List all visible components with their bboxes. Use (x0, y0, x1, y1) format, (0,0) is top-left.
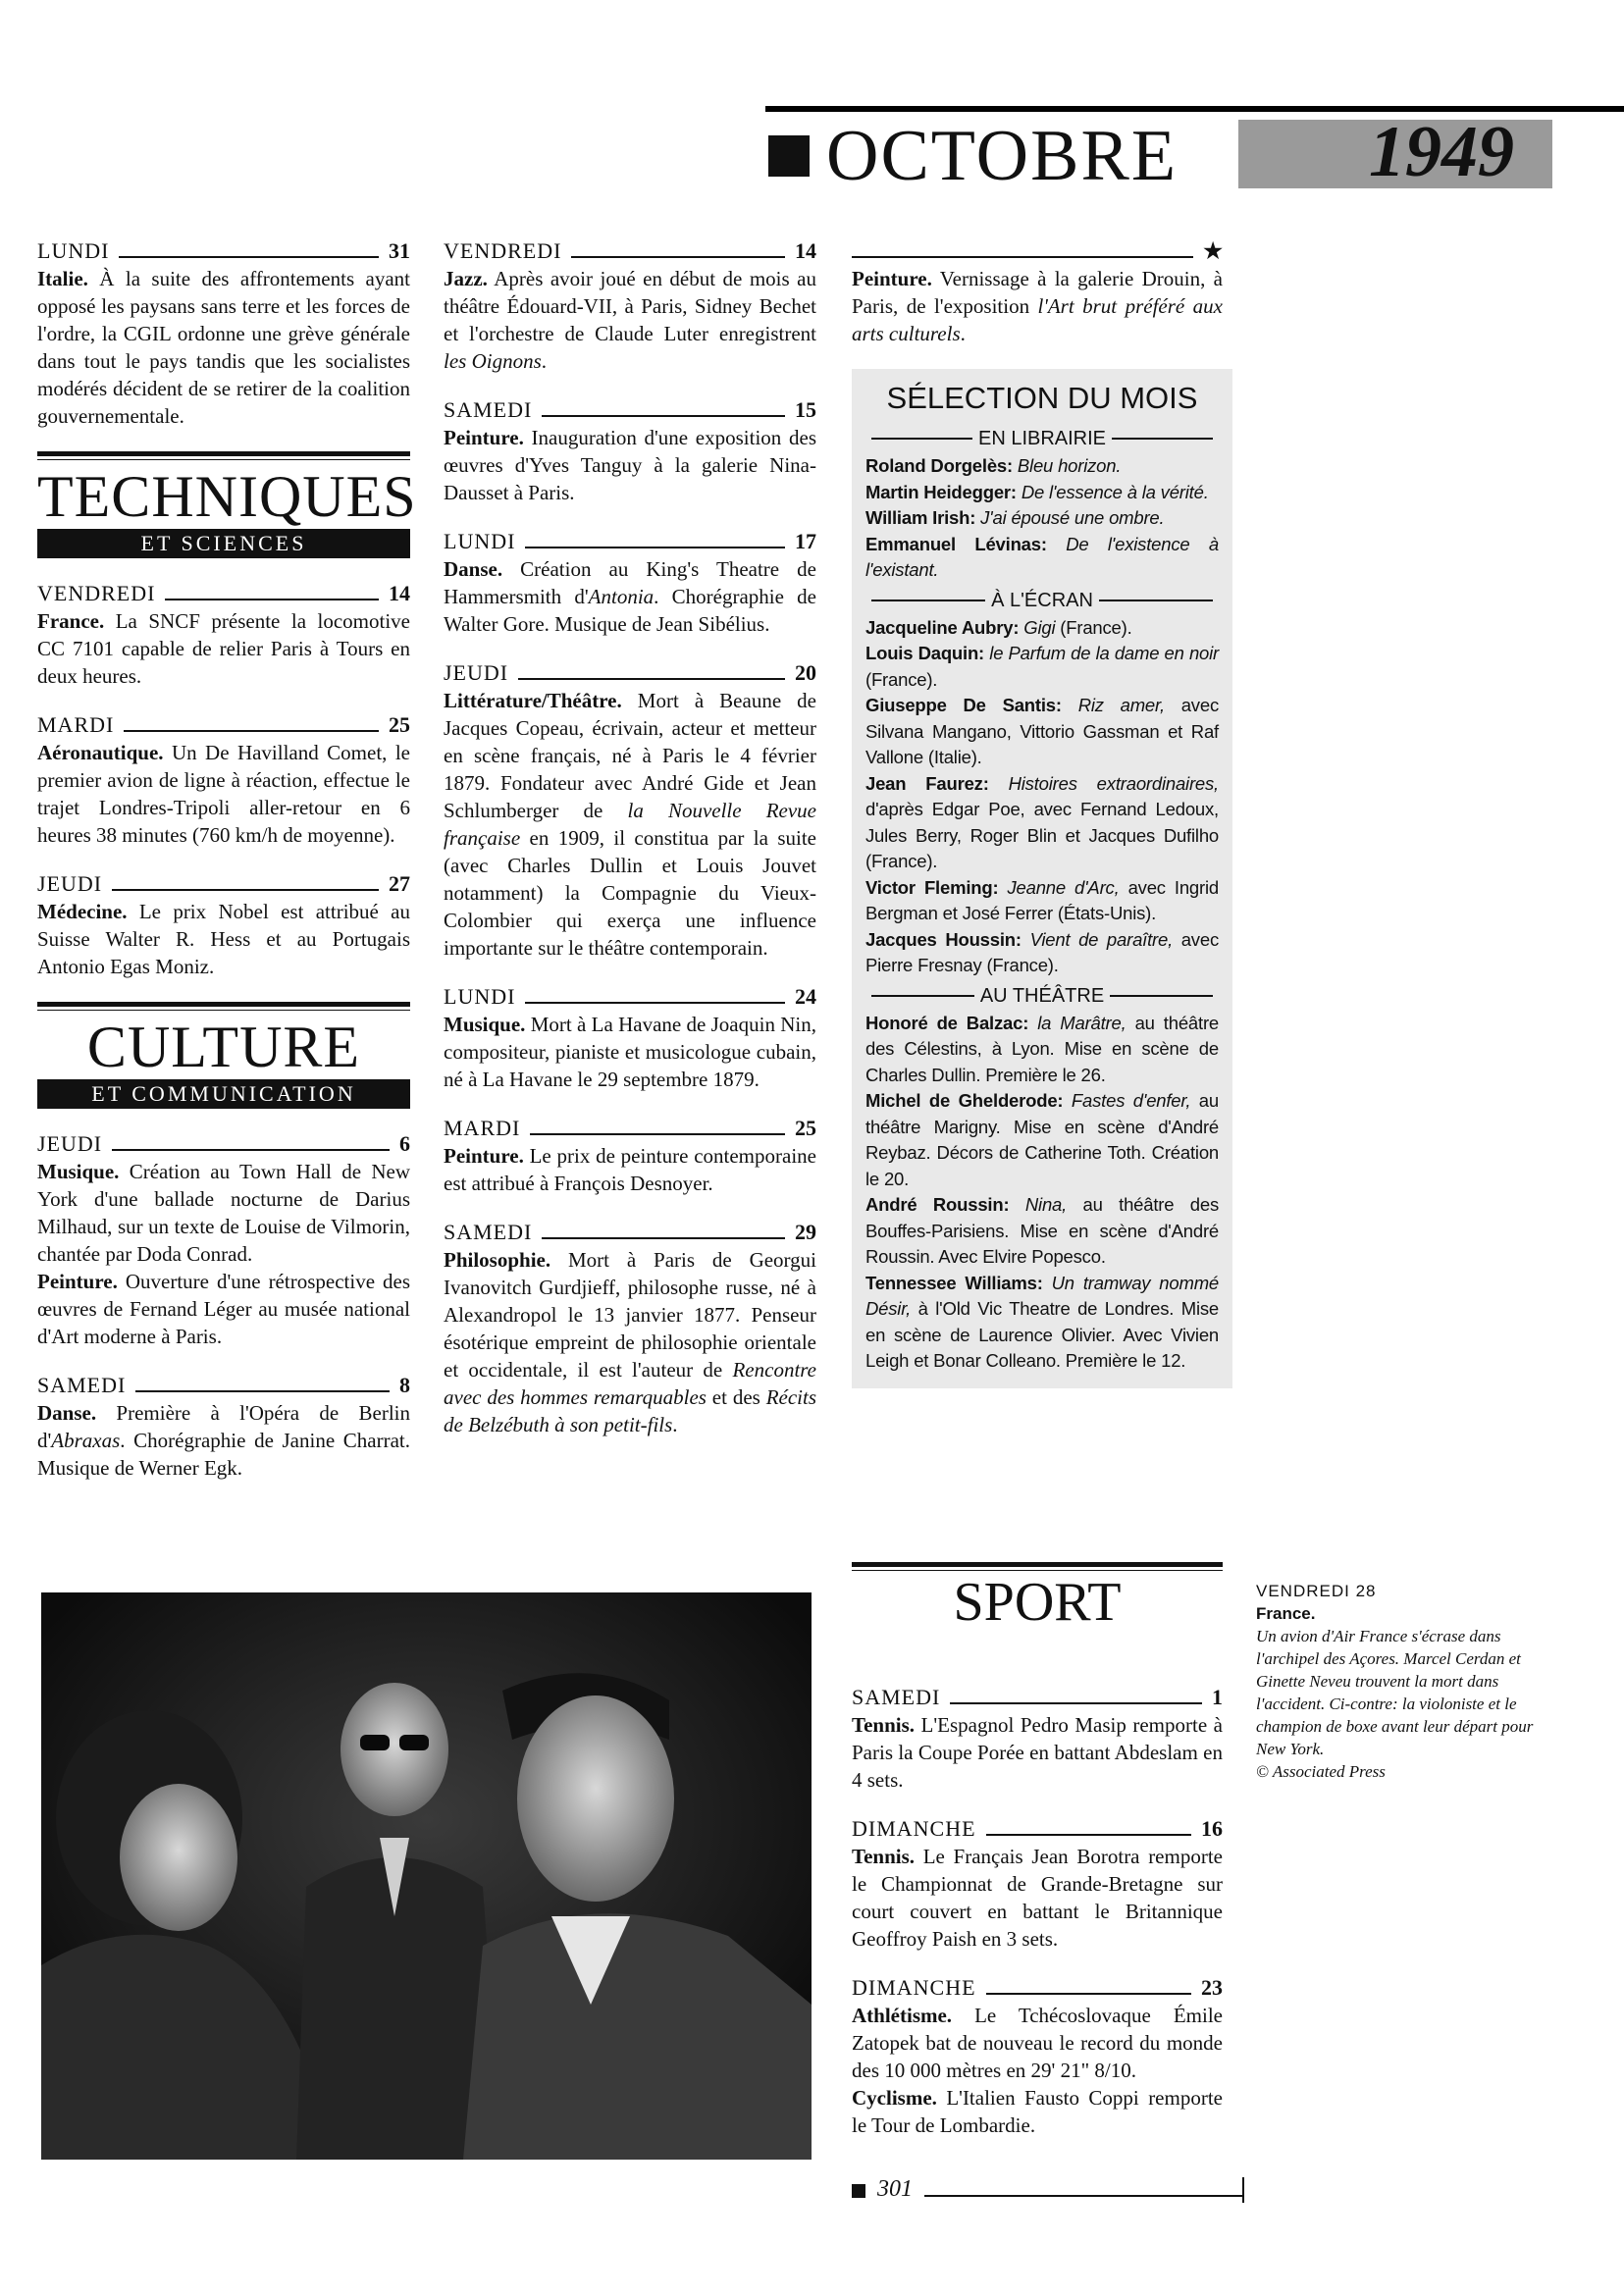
selection-item: André Roussin: Nina, au théâtre des Bouffes-Parisiens. Mise en scène d'André Roussin. Avec Elvire Popesco. (865, 1194, 1219, 1267)
selection-title: SÉLECTION DU MOIS (886, 381, 1198, 415)
entry-mardi-25: MARDI 25 Aéronautique. Un De Havilland Comet, le premier avion de ligne à réaction, effectue le trajet Londres-Tripoli aller-retour en 6 heures 38 minutes (760 km/h de moyenne). (37, 712, 410, 847)
selection-heading-theatre: AU THÉÂTRE (865, 983, 1219, 1009)
sport-column (852, 1684, 1223, 2161)
photo-illustration (41, 1592, 812, 2160)
entry-samedi-15: SAMEDI 15 Peinture. Inauguration d'une exposition des œuvres d'Yves Tanguy à la galerie Nina-Dausset à Paris. (444, 397, 816, 504)
entry-sport-samedi-1: SAMEDI 1 Tennis. L'Espagnol Pedro Masip remporte à Paris la Coupe Porée en battant Abdeslam en 4 sets. (852, 1685, 1223, 1792)
page-number: 301 (877, 2176, 913, 2202)
footer-bullet (852, 2184, 865, 2198)
entry-vendredi-14-jazz: VENDREDI 14 Jazz. Après avoir joué en début de mois au théâtre Édouard-VII, à Paris, Sidney Bechet et l'orchestre de Claude Luter enregistrent les Oignons. (444, 238, 816, 373)
column-2 (444, 237, 816, 1460)
caption-day: VENDREDI 28 (1256, 1582, 1377, 1600)
caption-credit: © Associated Press (1256, 1762, 1386, 1781)
section-culture (37, 1002, 410, 1109)
selection-item: Tennessee Williams: Un tramway nommé Désir, à l'Old Vic Theatre de Londres. Mise en scène de Laurence Olivier. Avec Vivien Leigh et Bonar Colleano. Première le 12. (865, 1272, 1219, 1371)
selection-item: Jacqueline Aubry: Gigi (France). (865, 616, 1132, 638)
entry-star: ★ Peinture. Vernissage à la galerie Drouin, à Paris, de l'exposition l'Art brut préféré aux arts culturels. (852, 238, 1223, 345)
year-title: 1949 (1369, 112, 1514, 192)
section-techniques (37, 451, 417, 558)
figure-man-face (341, 1683, 448, 1816)
selection-item: Emmanuel Lévinas: De l'existence à l'existant. (865, 533, 1219, 580)
section-subtitle: ET COMMUNICATION (37, 1079, 410, 1109)
entry-jeudi-20: JEUDI 20 Littérature/Théâtre. Mort à Beaune de Jacques Copeau, écrivain, acteur et metteur en scène français, né à Paris le 4 février 1879. Fondateur avec André Gide et Jean Schlumberger de la Nouvelle Revue française en 1909, il constitua par la suite (avec Charles Dullin et Louis Jouvet notamment) la Compagnie du Vieux-Colombier qui exerça une influence importante sur le théâtre contemporain. (444, 660, 816, 960)
selection-item: Giuseppe De Santis: Riz amer, avec Silvana Mangano, Vittorio Gassman et Raf Vallone (Italie). (865, 695, 1219, 767)
footer-tick (1242, 2177, 1244, 2203)
caption-text: Un avion d'Air France s'écrase dans l'archipel des Açores. Marcel Cerdan et Ginette Neveu trouvent la mort dans l'accident. Ci-contre: la violoniste et le champion de boxe avant leur départ pour New York. (1256, 1627, 1534, 1758)
entry-vendredi-14: VENDREDI 14 France. La SNCF présente la locomotive CC 7101 capable de relier Paris à Tours en deux heures. (37, 581, 410, 688)
figure-woman-face (120, 1784, 237, 1931)
footer-rule (924, 2195, 1242, 2197)
entry-samedi-29: SAMEDI 29 Philosophie. Mort à Paris de Georgui Ivanovitch Gurdjieff, philosophe russe, né à Alexandropol le 13 janvier 1877. Penseur ésotérique empreint de philosophie orientale et occidentale, il est l'auteur de Rencontre avec des hommes remarquables et des Récits de Belzébuth à son petit-fils. (444, 1220, 816, 1436)
section-sport (852, 1562, 1223, 1632)
entry-jeudi-6: JEUDI 6 Musique. Création au Town Hall de New York d'une ballade nocturne de Darius Milhaud, sur un texte de Louise de Vilmorin, chantée par Doda Conrad. Peinture. Ouverture d'une rétrospective des œuvres de Fernand Léger au musée national d'Art moderne à Paris. (37, 1131, 410, 1348)
column-3 (852, 237, 1223, 1388)
selection-item: Martin Heidegger: De l'essence à la vérité. (865, 481, 1209, 502)
selection-box (852, 369, 1232, 1388)
news-photo (41, 1592, 812, 2160)
selection-item: Michel de Ghelderode: Fastes d'enfer, au théâtre Marigny. Mise en scène d'André Reybaz. Décors de Catherine Toth. Création le 20. (865, 1090, 1219, 1189)
page-footer (852, 2176, 1244, 2203)
photo-caption (1256, 1580, 1550, 1783)
section-subtitle: ET SCIENCES (37, 529, 410, 558)
selection-item: Victor Fleming: Jeanne d'Arc, avec Ingrid Bergman et José Ferrer (États-Unis). (865, 876, 1219, 923)
entry-jeudi-27: JEUDI 27 Médecine. Le prix Nobel est attribué au Suisse Walter R. Hess et au Portugais Antonio Egas Moniz. (37, 871, 410, 978)
section-title: CULTURE (86, 1015, 361, 1079)
selection-item: Jacques Houssin: Vient de paraître, avec Pierre Fresnay (France). (865, 928, 1219, 975)
caption-country: France. (1256, 1604, 1316, 1623)
entry-lundi-31 (37, 237, 410, 430)
selection-item: Louis Daquin: le Parfum de la dame en noir (France). (865, 643, 1219, 690)
selection-item: Honoré de Balzac: la Marâtre, au théâtre des Célestins, à Lyon. Mise en scène de Charles Dullin. Première le 26. (865, 1012, 1219, 1085)
column-1 (37, 237, 417, 1503)
selection-heading-ecran: À L'ÉCRAN (865, 588, 1219, 613)
date-rule (119, 256, 379, 258)
day-name: LUNDI (37, 238, 110, 263)
selection-heading-librairie: EN LIBRAIRIE (865, 426, 1219, 451)
selection-item: Jean Faurez: Histoires extraordinaires, d'après Edgar Poe, avec Fernand Ledoux, Jules Berry, Roger Blin et Jacques Dufilho (France). (865, 772, 1219, 871)
header-bullet (768, 135, 810, 177)
entry-lundi-17: LUNDI 17 Danse. Création au King's Theatre de Hammersmith d'Antonia. Chorégraphie de Walter Gore. Musique de Jean Sibélius. (444, 529, 816, 636)
entry-samedi-8: SAMEDI 8 Danse. Première à l'Opéra de Berlin d'Abraxas. Chorégraphie de Janine Charrat. Musique de Werner Egk. (37, 1373, 410, 1480)
entry-mardi-25-peinture: MARDI 25 Peinture. Le prix de peinture contemporaine est attribué à François Desnoyer. (444, 1116, 816, 1195)
date-line (37, 237, 410, 265)
selection-item: Roland Dorgelès: Bleu horizon. (865, 455, 1122, 476)
month-title: OCTOBRE (826, 116, 1179, 196)
figure-boxer-face (517, 1695, 674, 1902)
entry-sport-dimanche-23: DIMANCHE 23 Athlétisme. Le Tchécoslovaque Émile Zatopek bat de nouveau le record du monde des 10 000 mètres en 29' 21" 8/10. Cyclisme. L'Italien Fausto Coppi remporte le Tour de Lombardie. (852, 1975, 1223, 2137)
section-title: SPORT (953, 1572, 1122, 1633)
day-number: 31 (389, 238, 410, 263)
entry-sport-dimanche-16: DIMANCHE 16 Tennis. Le Français Jean Borotra remporte le Championnat de Grande-Bretagne sur court couvert en battant le Britannique Geoffroy Paish en 3 sets. (852, 1816, 1223, 1951)
star-icon: ★ (1203, 238, 1223, 263)
selection-item: William Irish: J'ai épousé une ombre. (865, 507, 1165, 528)
section-title: TECHNIQUES (37, 464, 417, 529)
entry-text: Italie. À la suite des affrontements ayant opposé les paysans sans terre et les forces de l'ordre, la CGIL ordonne une grève générale dans tout le pays tandis que les socialistes modérés décident de se retirer de la coalition gouvernementale. (37, 267, 410, 428)
entry-lundi-24: LUNDI 24 Musique. Mort à La Havane de Joaquin Nin, compositeur, pianiste et musicologue cubain, né à La Havane le 29 septembre 1879. (444, 984, 816, 1091)
